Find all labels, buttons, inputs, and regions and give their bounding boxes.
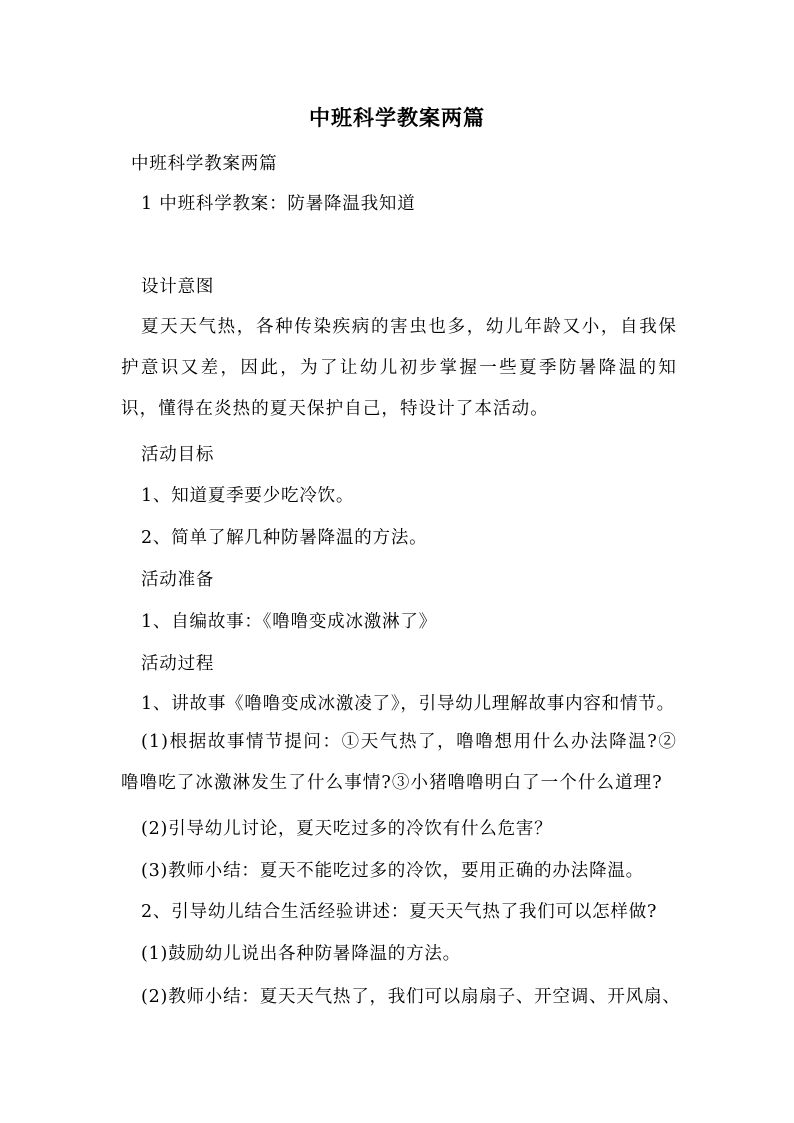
design-intent-paragraph: 夏天天气热，各种传染疾病的害虫也多，幼儿年龄又小，自我保护意识又差，因此，为了让幼儿初步掌握一些夏季防暑降温的知识，懂得在炎热的夏天保护自己，特设计了本活动。 [121,317,677,419]
goal-item: 1、知道夏季要少吃冷饮。 [141,486,355,506]
process-substep: (2)引导幼儿讨论，夏天吃过多的冷饮有什么危害？ [141,819,553,839]
prep-heading: 活动准备 [141,570,215,590]
process-heading: 活动过程 [141,654,215,674]
section-heading: 1 中班科学教案：防暑降温我知道 [141,194,416,214]
document-title: 中班科学教案两篇 [309,105,485,130]
goals-heading: 活动目标 [141,445,215,465]
goal-item: 2、简单了解几种防暑降温的方法。 [141,528,428,548]
subtitle: 中班科学教案两篇 [131,154,278,174]
process-substep: (1)根据故事情节提问：①天气热了，噜噜想用什么办法降温?②噜噜吃了冰激淋发生了什么事情?③小猪噜噜明白了一个什么道理? [121,732,677,793]
prep-item: 1、自编故事：《噜噜变成冰激淋了》 [141,612,437,632]
process-substep: (2)教师小结：夏天天气热了，我们可以扇扇子、开空调、开风扇、 [141,987,681,1007]
process-substep: (1)鼓励幼儿说出各种防暑降温的方法。 [141,944,461,964]
process-substep: (3)教师小结：夏天不能吃过多的冷饮，要用正确的办法降温。 [141,861,644,881]
process-step: 1、讲故事《噜噜变成冰激凌了》，引导幼儿理解故事内容和情节。 [141,694,675,714]
process-step: 2、引导幼儿结合生活经验讲述：夏天天气热了我们可以怎样做? [141,902,658,922]
design-intent-heading: 设计意图 [141,277,215,297]
